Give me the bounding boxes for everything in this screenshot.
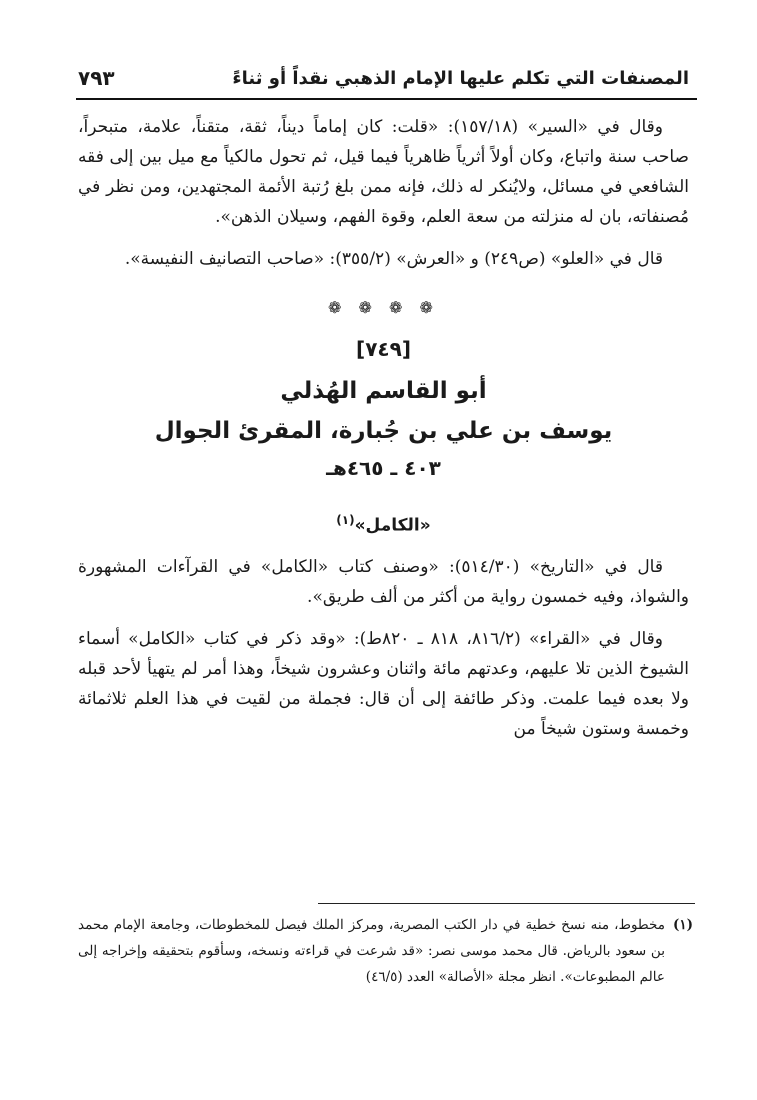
paragraph-siyar-quote: وقال في «السير» (١٥٧/١٨): «قلت: كان إماماً ديناً، ثقة، متقناً، علامة، متبحراً، صاحب سنة واتباع، وكان أولاً أثرياً ظاهرياً فيما قيل، ثم تحول مالكياً مع ميل بين إلى فقه الشافعي في مسائل، ولايُنكر له ذلك، فإنه ممن بلغ رُتبة الأئمة المجتهدين، ومن نظر في مُصنفاته، بان له منزلته من سعة العلم، وقوة الفهم، وسيلان الذهن». <box>78 117 689 227</box>
footnote-marker: (١) <box>672 917 693 933</box>
book-title-text: «الكامل» <box>354 515 431 536</box>
book-title <box>78 513 689 536</box>
footnote-rule <box>318 903 695 904</box>
footnote-text: مخطوط، منه نسخ خطية في دار الكتب المصرية، ومركز الملك فيصل للمخطوطات، وجامعة الإمام محمد بن سعود بالرياض. قال محمد موسى نصر: «قد شرعت في قراءته ونسخه، وسأقوم بتحقيقه وإخراجه إلى عالم المطبوعات». انظر مجلة «الأصالة» العدد (٤٦/٥) <box>78 917 665 985</box>
section-ornament: ❁ ❁ ❁ ❁ <box>328 298 439 317</box>
footnote <box>78 912 693 990</box>
header-rule <box>76 98 697 100</box>
entry-kunya: أبو القاسم الهُذلي <box>280 378 487 404</box>
entry-full-name: يوسف بن علي بن جُبارة، المقرئ الجوال <box>154 418 613 444</box>
book-page <box>78 0 693 1100</box>
running-header <box>78 60 689 96</box>
paragraph-qurra-quote: وقال في «القراء» (٨١٦/٢، ٨١٨ ـ ٨٢٠ط): «وقد ذكر في كتاب «الكامل» أسماء الشيوخ الذين تلا عليهم، وعدتهم مائة واثنان وعشرون شيخاً، وهذا أمر لم يتهيأ لأحد قبله ولا بعده فيما علمت. وذكر طائفة إلى أن قال: فجملة من لقيت في هذا العلم ثلاثمائة وخمسة وستون شيخاً من <box>78 628 689 739</box>
footnote-reference[interactable]: (١) <box>336 513 355 527</box>
entry-dates: ٤٠٣ ـ ٤٦٥هـ <box>326 456 441 480</box>
paragraph-tarikh-quote: قال في «التاريخ» (٥١٤/٣٠): «وصنف كتاب «الكامل» في القرآءات المشهورة والشواذ، وفيه خمسون رواية من أكثر من ألف طريق». <box>78 556 689 607</box>
running-title: المصنفات التي تكلم عليها الإمام الذهبي نقداً أو ثناءً <box>232 67 689 89</box>
paragraph-uluw-quote: قال في «العلو» (ص٢٤٩) و «العرش» (٣٥٥/٢): «صاحب التصانيف النفيسة». <box>124 249 663 269</box>
body-text <box>78 112 689 756</box>
entry-number: [٧٤٩] <box>356 337 411 361</box>
page-number: ٧٩٣ <box>78 66 115 90</box>
